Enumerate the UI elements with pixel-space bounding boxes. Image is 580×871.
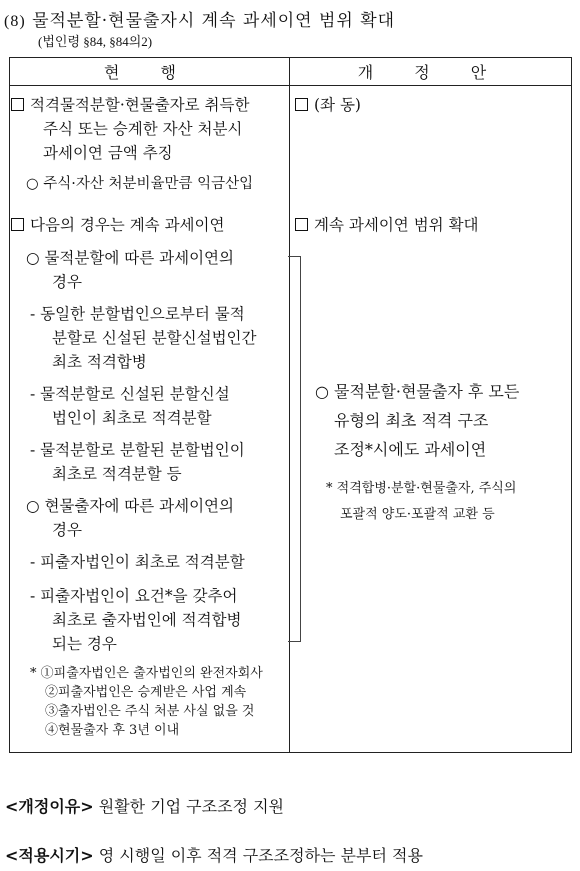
timing-text: 영 시행일 이후 적격 구조조정하는 분부터 적용 <box>98 846 423 865</box>
section-title <box>4 6 395 31</box>
spinoff-case-b: - 물적분할로 신설된 분할신설 <box>30 385 230 403</box>
grouping-bracket <box>288 256 301 642</box>
revised-main-text: 조정*시에도 과세이연 <box>334 440 487 459</box>
checkbox-square-icon <box>295 218 308 231</box>
current-item-2: 다음의 경우는 계속 과세이연 <box>11 213 224 237</box>
revised-note: * 적격합병·분할·현물출자, 주식의 <box>326 481 517 496</box>
header-divider <box>9 85 572 86</box>
group-spinoff-heading: ○ 물적분할에 따른 과세이연의 <box>26 249 234 267</box>
contribution-case-a: - 피출자법인이 최초로 적격분할 <box>30 553 245 571</box>
spinoff-case-c: - 물적분할로 분할된 분할법인이 <box>30 441 245 459</box>
header-revised: 개 정 안 <box>357 63 505 82</box>
spinoff-case-c: 최초로 적격분할 등 <box>52 465 182 483</box>
reason-label: <개정이유> <box>5 797 94 816</box>
revised-item-2: 계속 과세이연 범위 확대 <box>295 213 479 237</box>
checkbox-square-icon <box>295 98 308 111</box>
revised-main-text: ○ 물적분할·현물출자 후 모든 <box>315 382 520 401</box>
section-number: (8) <box>4 13 26 30</box>
revised-item-1: (좌 동) <box>295 93 361 117</box>
group-contribution-heading: ○ 현물출자에 따른 과세이연의 <box>26 497 234 515</box>
contribution-case-b: - 피출자법인이 요건*을 갖추어 <box>30 587 238 605</box>
contribution-case-b: 되는 경우 <box>52 635 117 653</box>
timing-line <box>5 843 423 866</box>
section-title-text: 물적분할·현물출자시 계속 과세이연 범위 확대 <box>32 11 396 31</box>
requirements-note: ③출자법인은 주식 처분 사실 없을 것 <box>45 704 255 719</box>
current-item-1-line: 주식 또는 승계한 자산 처분시 <box>43 120 243 138</box>
timing-label: <적용시기> <box>5 846 94 865</box>
group-contribution-heading: 경우 <box>52 521 82 539</box>
current-item-1-line: 과세이연 금액 추징 <box>43 144 173 162</box>
checkbox-square-icon <box>11 98 24 111</box>
header-current: 현 행 <box>104 63 194 82</box>
current-item-1: 적격물적분할·현물출자로 취득한 <box>11 93 249 117</box>
law-reference: (법인령 §84, §84의2) <box>38 34 153 49</box>
spinoff-case-a: 분할로 신설된 분할신설법인간 <box>52 329 257 347</box>
requirements-note: ④현물출자 후 3년 이내 <box>45 723 180 738</box>
revised-note: 포괄적 양도·포괄적 교환 등 <box>340 507 495 522</box>
spinoff-case-a: - 동일한 분할법인으로부터 물적 <box>30 305 245 323</box>
requirements-note: * ①피출자법인은 출자법인의 완전자회사 <box>30 666 263 681</box>
group-spinoff-heading: 경우 <box>52 273 82 291</box>
spinoff-case-a: 최초 적격합병 <box>52 353 147 371</box>
spinoff-case-b: 법인이 최초로 적격분할 <box>52 409 212 427</box>
current-item-1-sub: ○ 주식·자산 처분비율만큼 익금산입 <box>26 176 254 192</box>
checkbox-square-icon <box>11 218 24 231</box>
requirements-note: ②피출자법인은 승계받은 사업 계속 <box>45 685 247 700</box>
revised-main-text: 유형의 최초 적격 구조 <box>334 411 489 430</box>
reason-text: 원활한 기업 구조조정 지원 <box>98 797 285 816</box>
reason-line <box>5 794 284 817</box>
contribution-case-b: 최초로 출자법인에 적격합병 <box>52 611 242 629</box>
